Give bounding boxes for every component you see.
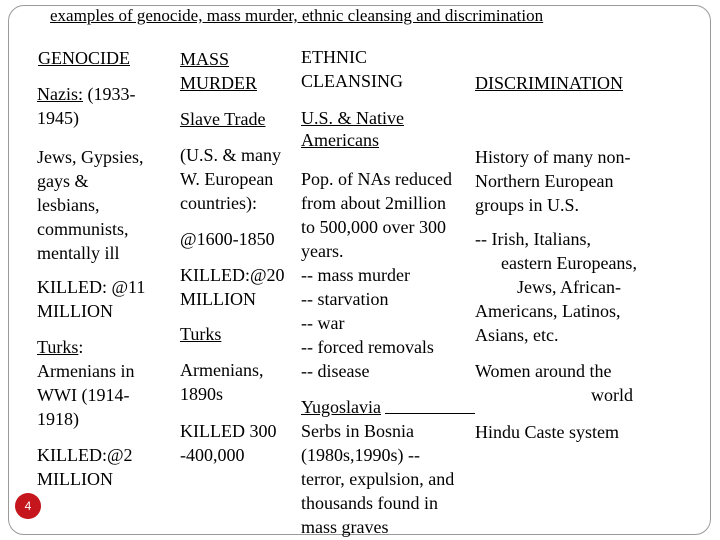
- armenians-details: [180, 358, 263, 406]
- detail-line: years.: [301, 241, 344, 261]
- killed-line: KILLED: @11: [37, 277, 146, 297]
- heading-line: U.S. & Native: [301, 108, 404, 128]
- discriminated-groups: [475, 227, 637, 347]
- detail-line: world: [591, 385, 633, 405]
- killed-line: KILLED:@20: [180, 265, 285, 285]
- nazis-heading: [37, 82, 135, 130]
- detail-line: Armenians,: [180, 360, 264, 380]
- detail-line: -- disease: [301, 361, 370, 381]
- detail-line: Pop. of NAs reduced: [301, 169, 452, 189]
- detail-line: groups in U.S.: [475, 195, 580, 215]
- killed-line: MILLION: [37, 469, 113, 489]
- detail-line: Serbs in Bosnia: [301, 421, 415, 441]
- slave-trade-killed: [180, 263, 285, 311]
- turks-killed-count: [37, 443, 133, 491]
- victims-line: gays &: [37, 171, 89, 191]
- header-line: ETHNIC: [301, 47, 367, 67]
- detail-line: -- war: [301, 313, 345, 333]
- detail-line: (U.S. & many: [180, 145, 281, 165]
- slide-title: examples of genocide, mass murder, ethnic cleansing and discrimination: [50, 6, 544, 25]
- detail-line: -- forced removals: [301, 337, 434, 357]
- detail-line: mass graves: [301, 517, 389, 537]
- genocide-header: GENOCIDE: [38, 48, 130, 68]
- detail-line: 1890s: [180, 384, 224, 404]
- header-line: CLEANSING: [301, 71, 403, 91]
- yugoslavia-heading: Yugoslavia: [301, 397, 381, 417]
- detail-line: Americans, Latinos,: [475, 301, 621, 321]
- detail-line: terror, expulsion, and: [301, 469, 455, 489]
- native-americans-details: [301, 167, 452, 383]
- turks-massacre-heading: Turks: [180, 324, 222, 344]
- victims-line: lesbians,: [37, 195, 100, 215]
- detail-line: Asians, etc.: [475, 325, 559, 345]
- us-native-americans-heading: [301, 107, 404, 151]
- detail-line: -- starvation: [301, 289, 389, 309]
- slave-trade-dates: @1600-1850: [180, 229, 275, 249]
- detail-line: W. European: [180, 169, 274, 189]
- killed-line: -400,000: [180, 445, 245, 465]
- header-line: MURDER: [180, 73, 258, 93]
- yugoslavia-underline-rule: [385, 413, 475, 414]
- nazi-victims-list: [37, 145, 144, 265]
- turks-label: Turks: [37, 337, 79, 357]
- slave-trade-heading: Slave Trade: [180, 109, 266, 129]
- detail-line: -- Irish, Italians,: [475, 229, 591, 249]
- detail-line: to 500,000 over 300: [301, 217, 446, 237]
- ethnic-cleansing-header: [301, 45, 403, 93]
- header-line: MASS: [180, 49, 230, 69]
- victims-line: mentally ill: [37, 243, 120, 263]
- detail-line: Northern European: [475, 171, 614, 191]
- detail-line: eastern Europeans,: [501, 253, 637, 273]
- nazi-killed-count: [37, 275, 145, 323]
- killed-line: MILLION: [37, 301, 113, 321]
- hindu-caste-system: Hindu Caste system: [475, 422, 619, 442]
- victims-line: Jews, Gypsies,: [37, 147, 144, 167]
- detail-line: Women around the: [475, 361, 612, 381]
- detail-line: thousands found in: [301, 493, 438, 513]
- turks-genocide-block: [37, 335, 134, 431]
- page-number-badge: 4: [15, 493, 41, 519]
- turks-line: WWI (1914-: [37, 385, 130, 405]
- detail-line: (1980s,1990s) --: [301, 445, 420, 465]
- bosnia-details: [301, 419, 454, 539]
- detail-line: Jews, African-: [517, 277, 621, 297]
- discrimination-header: DISCRIMINATION: [475, 73, 623, 93]
- nazis-label: Nazis:: [37, 84, 83, 104]
- detail-line: countries):: [180, 193, 257, 213]
- victims-line: communists,: [37, 219, 129, 239]
- armenians-killed: [180, 419, 276, 467]
- turks-colon: :: [78, 337, 84, 357]
- detail-line: -- mass murder: [301, 265, 410, 285]
- detail-line: History of many non-: [475, 147, 631, 167]
- nazis-years-start: (1933-: [82, 84, 136, 104]
- killed-line: KILLED:@2: [37, 445, 133, 465]
- detail-line: from about 2million: [301, 193, 446, 213]
- killed-line: KILLED 300: [180, 421, 277, 441]
- nazis-years-end: 1945): [37, 108, 79, 128]
- mass-murder-header: [180, 47, 257, 95]
- women-around-world: [475, 359, 633, 407]
- turks-line: Armenians in: [37, 361, 135, 381]
- slave-trade-details: [180, 143, 281, 215]
- turks-line: 1918): [37, 409, 79, 429]
- discrimination-history: [475, 145, 630, 217]
- killed-line: MILLION: [180, 289, 256, 309]
- heading-line: Americans: [301, 130, 379, 150]
